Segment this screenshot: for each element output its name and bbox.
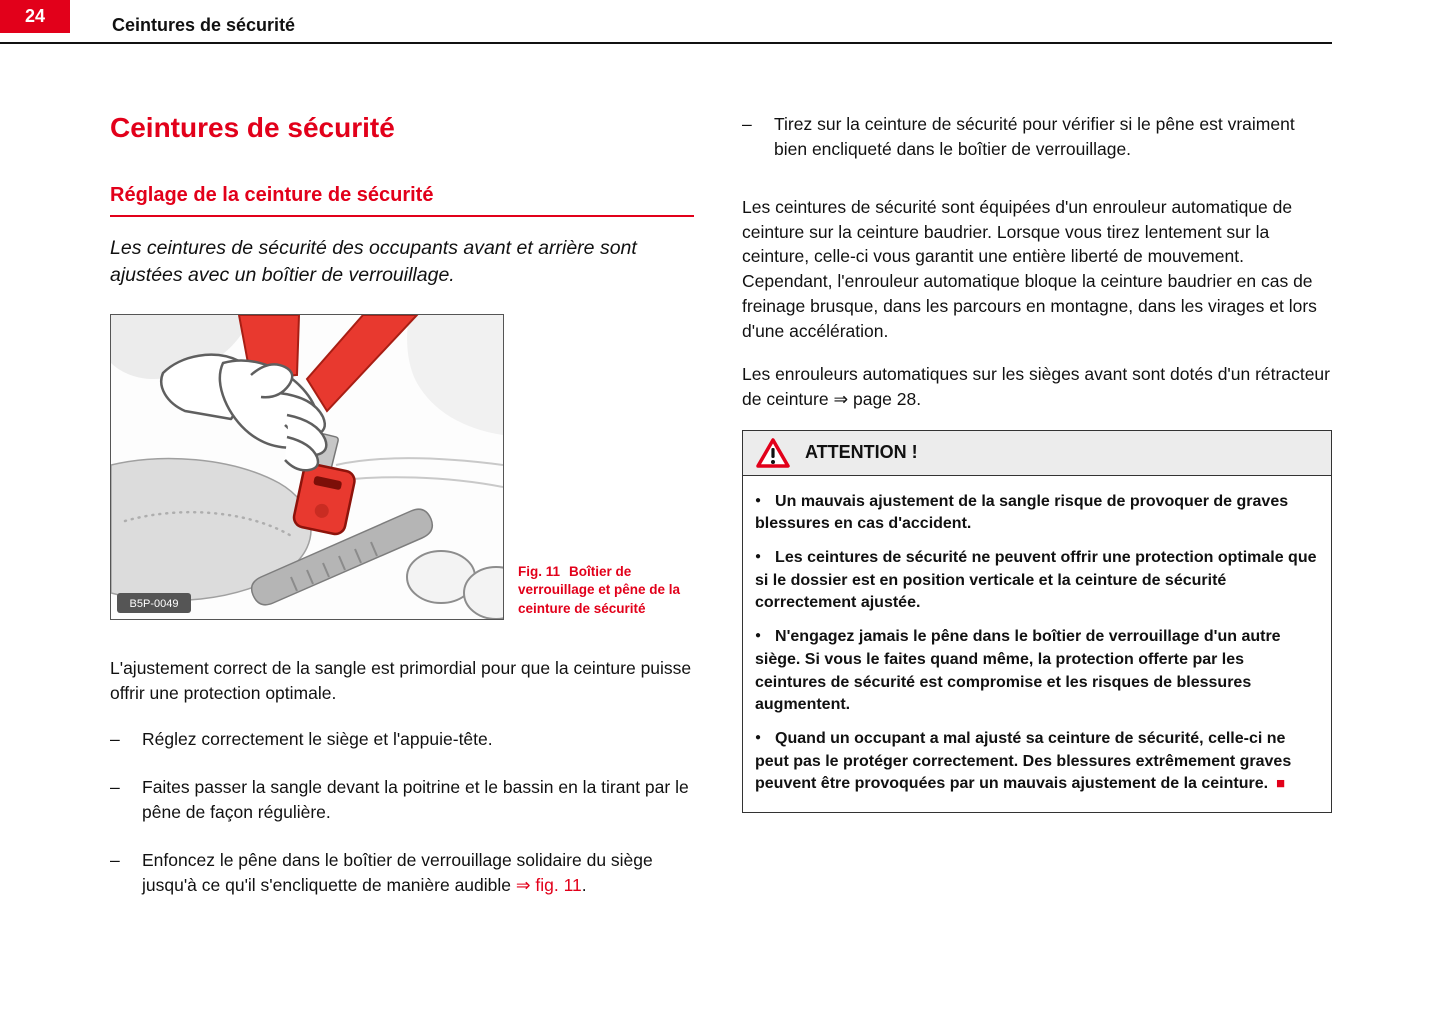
warning-box — [742, 430, 1332, 814]
left-column — [110, 112, 694, 898]
warning-body — [743, 476, 1331, 813]
warning-item-text: Les ceintures de sécurité ne peuvent offrir une protection optimale que si le dossier est en position verticale et la ceinture de sécurité correctement ajustée. — [755, 548, 1317, 612]
figure-caption-label: Fig. 11 — [518, 564, 561, 580]
dash-marker: – — [110, 849, 120, 870]
instruction-list — [110, 727, 694, 898]
page-number-badge — [0, 0, 70, 33]
fig-11-reference-link[interactable]: ⇒ fig. 11 — [515, 874, 582, 895]
warning-item — [755, 547, 1319, 615]
dash-marker: – — [742, 114, 752, 134]
right-column — [742, 112, 1332, 813]
header-title: Ceintures de sécurité — [112, 15, 296, 35]
warning-item-text: Quand un occupant a mal ajusté sa ceinture de sécurité, celle-ci ne peut pas le protéger correctement. Des blessures extrêmement graves peuvent être provoquées par un mauvais ajustement de la ceinture. — [755, 729, 1292, 793]
list-item-text: Faites passer la sangle devant la poitrine et le bassin en la tirant par le pêne de façon régulière. — [142, 776, 689, 823]
page-number: 24 — [24, 6, 46, 26]
list-item-text: Tirez sur la ceinture de sécurité pour vérifier si le pêne est vraiment bien encliqueté dans le boîtier de verrouillage. — [774, 114, 1295, 160]
warning-header — [743, 431, 1331, 476]
warning-item-text: N'engagez jamais le pêne dans le boîtier de verrouillage d'un autre siège. Si vous le faites quand même, la protection offerte par les ceintures de sécurité est compromise et les risques de blessures augmentent. — [755, 628, 1281, 714]
list-item-text — [142, 848, 694, 899]
dash-marker: – — [110, 776, 120, 797]
header-divider — [0, 42, 1332, 44]
intro-paragraph: Les ceintures de sécurité des occupants avant et arrière sont ajustées avec un boîtier de verrouillage. — [110, 237, 637, 287]
bullet-marker: ● — [755, 630, 762, 642]
bullet-marker: ● — [755, 550, 762, 562]
figure-block — [110, 314, 694, 620]
list-item-text-main: Enfoncez le pêne dans le boîtier de verrouillage solidaire du siège jusqu'à ce qu'il s'encliquette de manière audible — [142, 849, 653, 895]
warning-item — [755, 491, 1319, 536]
seatbelt-illustration-drawing — [111, 315, 503, 619]
warning-item — [755, 728, 1319, 796]
figure-caption — [518, 563, 694, 620]
list-item — [110, 848, 694, 899]
list-item — [110, 775, 694, 826]
warning-item-text: Un mauvais ajustement de la sangle risque de provoquer de graves blessures en cas d'accident. — [755, 492, 1289, 533]
section-title: Ceintures de sécurité — [110, 112, 395, 143]
list-item-text: Réglez correctement le siège et l'appuie-tête. — [142, 729, 493, 750]
figure-code: B5P-0049 — [129, 597, 179, 610]
list-item — [742, 112, 1332, 163]
paragraph-adjustment: L'ajustement correct de la sangle est primordial pour que la ceinture puisse offrir une protection optimale. — [110, 657, 692, 703]
bullet-marker: ● — [755, 494, 762, 506]
figure-caption-text: Boîtier de verrouillage et pêne de la ceinture de sécurité — [518, 564, 681, 616]
bullet-marker: ● — [755, 731, 762, 743]
warning-title: ATTENTION ! — [805, 442, 918, 462]
paragraph-page-ref: Les enrouleurs automatiques sur les sièges avant sont dotés d'un rétracteur de ceinture ⇒ page 28. — [742, 363, 1330, 409]
dash-marker: – — [110, 729, 120, 750]
seatbelt-buckle-illustration — [110, 314, 504, 620]
warning-item — [755, 626, 1319, 717]
paragraph-retractor: Les ceintures de sécurité sont équipées d'un enrouleur automatique de ceinture sur la ceinture baudrier. Lorsque vous tirez lentement sur la ceinture, celle-ci vous garantit une entière liberté de mouvement. Cependant, l'enrouleur automatique bloque la ceinture baudrier en cas de freinage brusque, dans les parcours en montagne, dans les virages et lors d'une accélération. — [742, 196, 1317, 341]
subsection-title: Réglage de la ceinture de sécurité — [110, 184, 694, 217]
list-item-text-suffix: . — [581, 874, 587, 895]
warning-triangle-icon — [755, 437, 791, 469]
end-of-section-mark: ■ — [1276, 775, 1286, 793]
list-item — [110, 727, 694, 752]
